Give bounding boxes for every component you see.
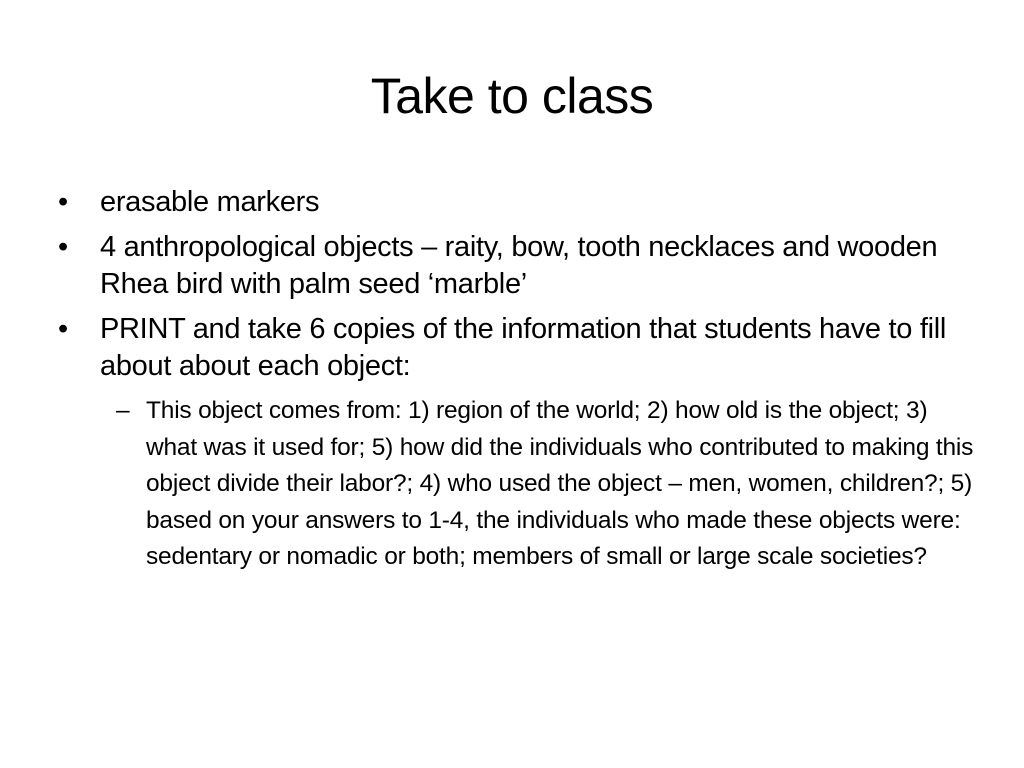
sub-bullet-marker: – xyxy=(116,397,130,424)
bullet-item xyxy=(56,229,976,303)
bullet-text: erasable markers xyxy=(100,186,320,218)
slide-title: Take to class xyxy=(370,68,654,124)
sub-bullet-item xyxy=(56,393,976,576)
slide-body xyxy=(56,184,976,576)
bullet-marker: • xyxy=(58,313,68,345)
sub-bullet-text: This object comes from: 1) region of the world; 2) how old is the object; 3) what was it used for; 5) how did the individuals who contributed to making this object divide their labor?; 4) who used the object – men, women, children?; 5) based on your answers to 1-4, the individuals who made these objects were: sedentary or nomadic or both; members of small or large scale societies? xyxy=(146,397,974,570)
bullet-item xyxy=(56,311,976,385)
bullet-marker: • xyxy=(58,231,68,263)
bullet-item xyxy=(56,184,976,221)
bullet-marker: • xyxy=(58,186,68,218)
bullet-text: 4 anthropological objects – raity, bow, tooth necklaces and wooden Rhea bird with palm seed ‘marble’ xyxy=(100,231,938,300)
bullet-text: PRINT and take 6 copies of the information that students have to fill about about each object: xyxy=(100,313,947,382)
